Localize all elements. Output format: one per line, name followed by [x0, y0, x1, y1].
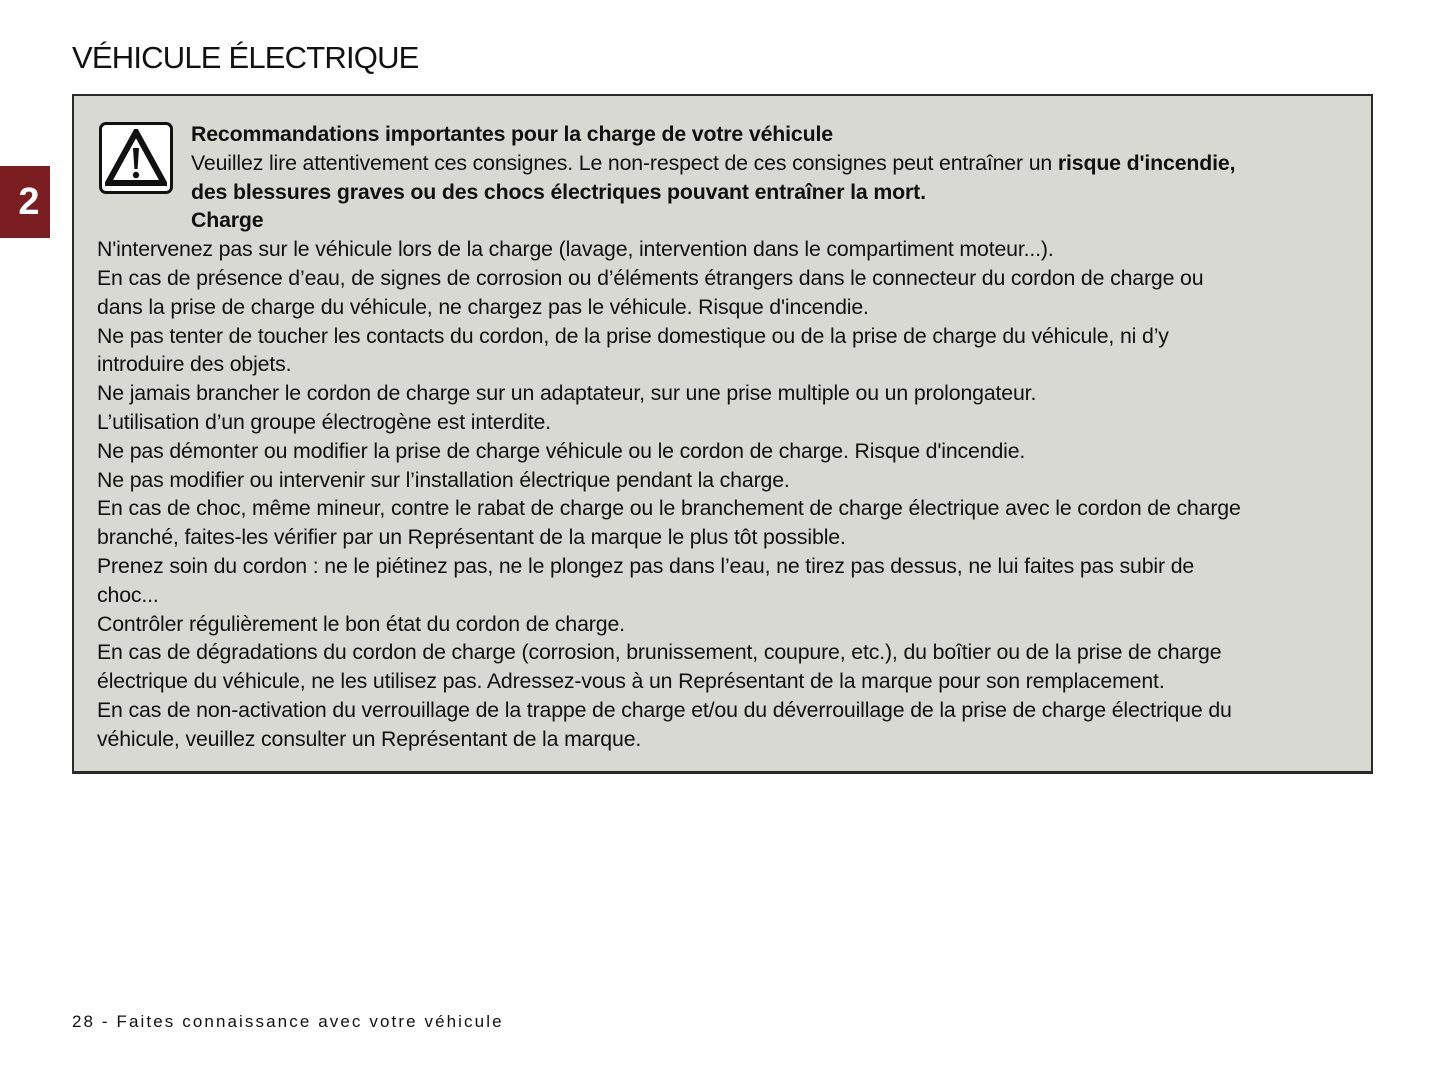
warning-line: Ne pas démonter ou modifier la prise de charge véhicule ou le cordon de charge. Risque d'incendie. [97, 438, 1026, 463]
warning-line: électrique du véhicule, ne les utilisez pas. Adressez-vous à un Représentant de la marque pour son remplacement. [97, 669, 1165, 694]
charge-subheading: Charge [191, 208, 264, 233]
warning-line: L’utilisation d’un groupe électrogène est interdite. [97, 409, 551, 434]
warning-line: En cas de non-activation du verrouillage de la trappe de charge et/ou du déverrouillage de la prise de charge électrique du [97, 697, 1232, 722]
chapter-tab [0, 166, 50, 238]
warning-intro-line-2: des blessures graves ou des chocs électriques pouvant entraîner la mort. [191, 179, 926, 204]
chapter-number: 2 [18, 180, 40, 223]
warning-box [72, 94, 1373, 774]
warning-line: En cas de dégradations du cordon de charge (corrosion, brunissement, coupure, etc.), du boîtier ou de la prise de charge [97, 640, 1222, 665]
warning-line: En cas de présence d’eau, de signes de corrosion ou d’éléments étrangers dans le connecteur du cordon de charge ou [97, 265, 1204, 290]
warning-line: N'intervenez pas sur le véhicule lors de la charge (lavage, intervention dans le compartiment moteur...). [97, 237, 1054, 262]
warning-line: véhicule, veuillez consulter un Représentant de la marque. [97, 726, 642, 751]
page-title: VÉHICULE ÉLECTRIQUE [72, 40, 419, 75]
warning-line: branché, faites-les vérifier par un Représentant de la marque le plus tôt possible. [97, 525, 846, 550]
intro-regular-text: Veuillez lire attentivement ces consignes. Le non-respect de ces consignes peut entraîner un [191, 150, 1058, 175]
warning-intro-line-1 [191, 149, 1357, 178]
warning-line: dans la prise de charge du véhicule, ne chargez pas le véhicule. Risque d'incendie. [97, 294, 869, 319]
warning-line: Ne pas tenter de toucher les contacts du cordon, de la prise domestique ou de la prise de charge du véhicule, ni d’y [97, 323, 1169, 348]
warning-line: Ne pas modifier ou intervenir sur l’installation électrique pendant la charge. [97, 467, 790, 492]
warning-text [97, 120, 1357, 754]
warning-line: Contrôler régulièrement le bon état du cordon de charge. [97, 611, 625, 636]
warning-heading: Recommandations importantes pour la charge de votre véhicule [191, 122, 833, 146]
warning-line: introduire des objets. [97, 352, 292, 377]
page-footer: 28 - Faites connaissance avec votre véhicule [72, 1012, 504, 1031]
intro-bold-text: risque d'incendie, [1057, 150, 1236, 175]
warning-line: En cas de choc, même mineur, contre le rabat de charge ou le branchement de charge électrique avec le cordon de charge [97, 496, 1241, 521]
warning-line: Prenez soin du cordon : ne le piétinez pas, ne le plongez pas dans l’eau, ne tirez pas dessus, ne lui faites pas subir de [97, 553, 1195, 578]
warning-line: choc... [97, 582, 159, 607]
warning-line: Ne jamais brancher le cordon de charge sur un adaptateur, sur une prise multiple ou un prolongateur. [97, 381, 1037, 406]
